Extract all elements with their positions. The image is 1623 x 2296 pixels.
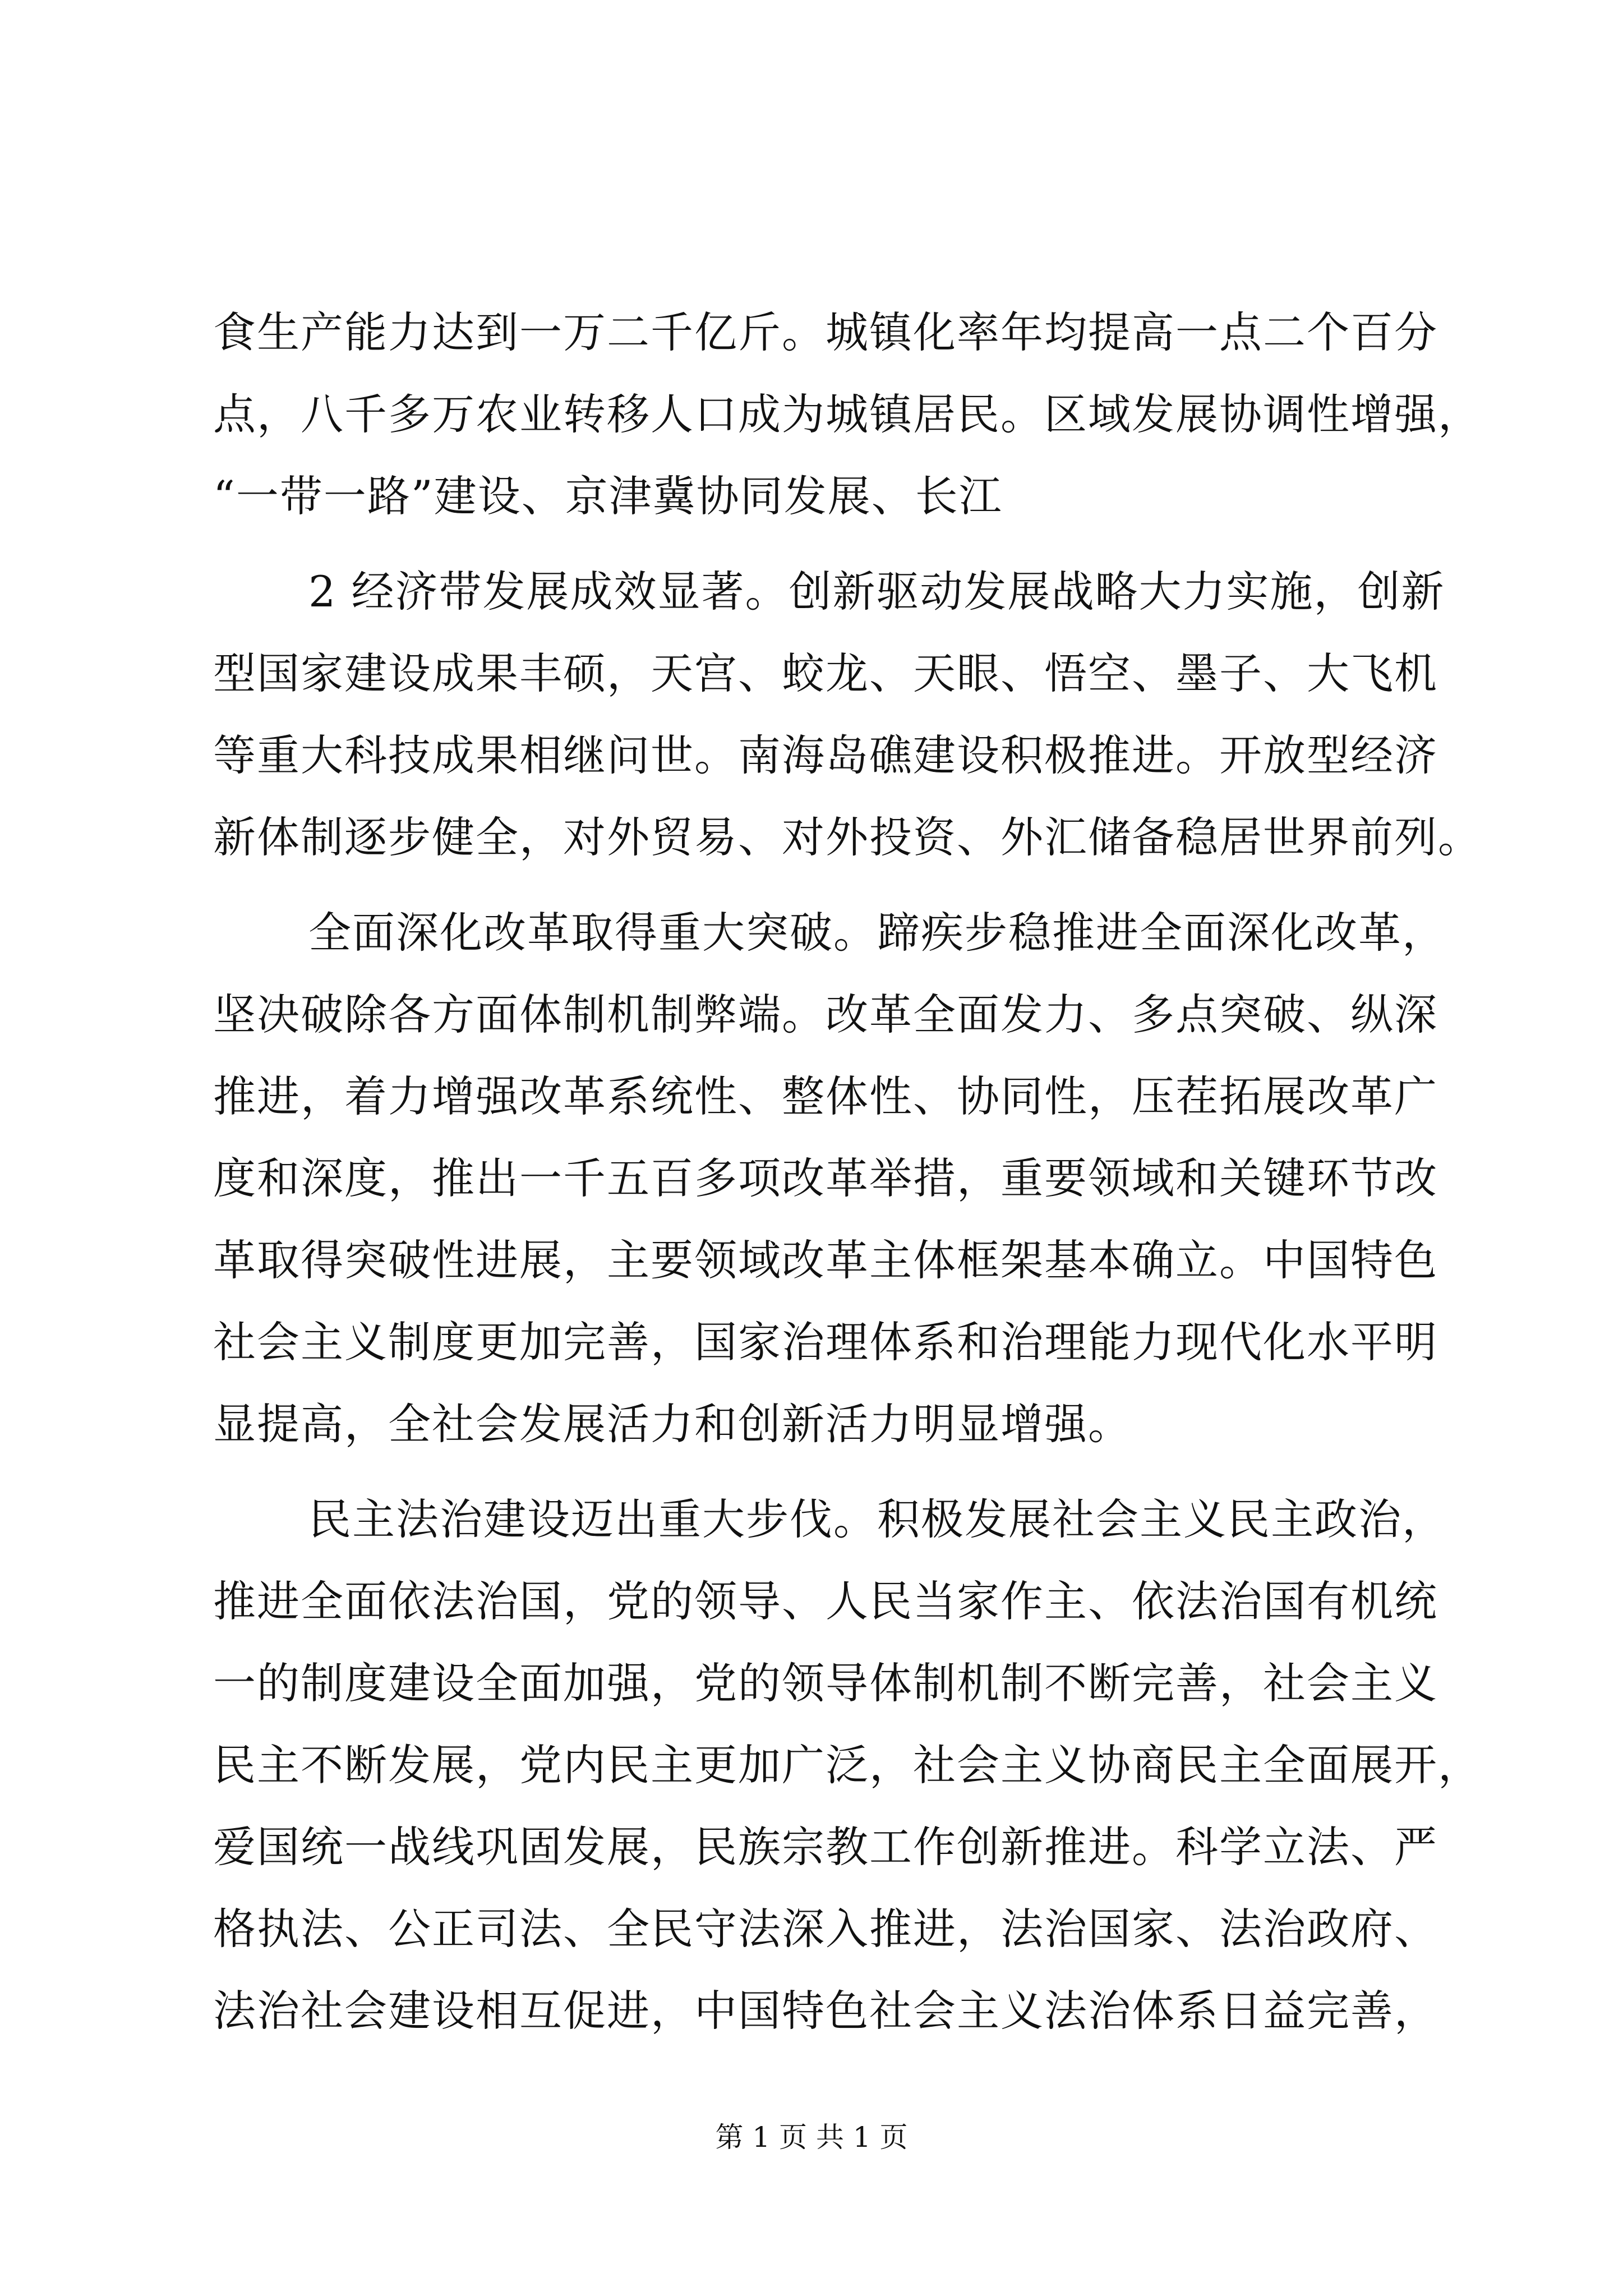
paragraph [213, 892, 1446, 1465]
text-line: 推进全面依法治国，党的领导、人民当家作主、依法治国有机统 [213, 1576, 1438, 1626]
page-footer: 第 1 页 共 1 页 [715, 2121, 908, 2154]
text-line: 格执法、公正司法、全民守法深入推进，法治国家、法治政府、 [213, 1904, 1438, 1954]
text-line: 食生产能力达到一万二千亿斤。城镇化率年均提高一点二个百分 [213, 307, 1438, 357]
text-line: 度和深度，推出一千五百多项改革举措，重要领域和关键环节改 [213, 1153, 1438, 1203]
text-line: 法治社会建设相互促进，中国特色社会主义法治体系日益完善， [213, 1986, 1438, 2036]
text-line: 点，八千多万农业转移人口成为城镇居民。区域发展协调性增强， [213, 389, 1482, 439]
document-body [213, 292, 1482, 2052]
text-line: 等重大科技成果相继问世。南海岛礁建设积极推进。开放型经济 [213, 730, 1438, 780]
text-line: 显提高，全社会发展活力和创新活力明显增强。 [213, 1399, 1132, 1449]
text-line: 爱国统一战线巩固发展，民族宗教工作创新推进。科学立法、严 [213, 1822, 1438, 1872]
text-line: 型国家建设成果丰硕，天宫、蛟龙、天眼、悟空、墨子、大飞机 [213, 648, 1438, 698]
text-line: 新体制逐步健全，对外贸易、对外投资、外汇储备稳居世界前列。 [213, 812, 1482, 862]
text-line: 一的制度建设全面加强，党的领导体制机制不断完善，社会主义 [213, 1658, 1438, 1708]
text-line: 2 经济带发展成效显著。创新驱动发展战略大力实施，创新 [308, 567, 1445, 616]
paragraph [213, 551, 1482, 878]
paragraph [213, 292, 1482, 537]
text-line: 民主法治建设迈出重大步伐。积极发展社会主义民主政治， [308, 1494, 1446, 1544]
text-line: 民主不断发展，党内民主更加广泛，社会主义协商民主全面展开， [213, 1740, 1482, 1790]
paragraph [213, 1479, 1482, 2052]
text-line: 社会主义制度更加完善，国家治理体系和治理能力现代化水平明 [213, 1317, 1438, 1367]
text-line: “一带一路”建设、京津冀协同发展、长江 [213, 471, 1003, 521]
text-line: 全面深化改革取得重大突破。蹄疾步稳推进全面深化改革， [308, 908, 1446, 958]
text-line: 坚决破除各方面体制机制弊端。改革全面发力、多点突破、纵深 [213, 990, 1438, 1039]
text-line: 推进，着力增强改革系统性、整体性、协同性，压茬拓展改革广 [213, 1071, 1438, 1121]
text-line: 革取得突破性进展，主要领域改革主体框架基本确立。中国特色 [213, 1235, 1438, 1285]
